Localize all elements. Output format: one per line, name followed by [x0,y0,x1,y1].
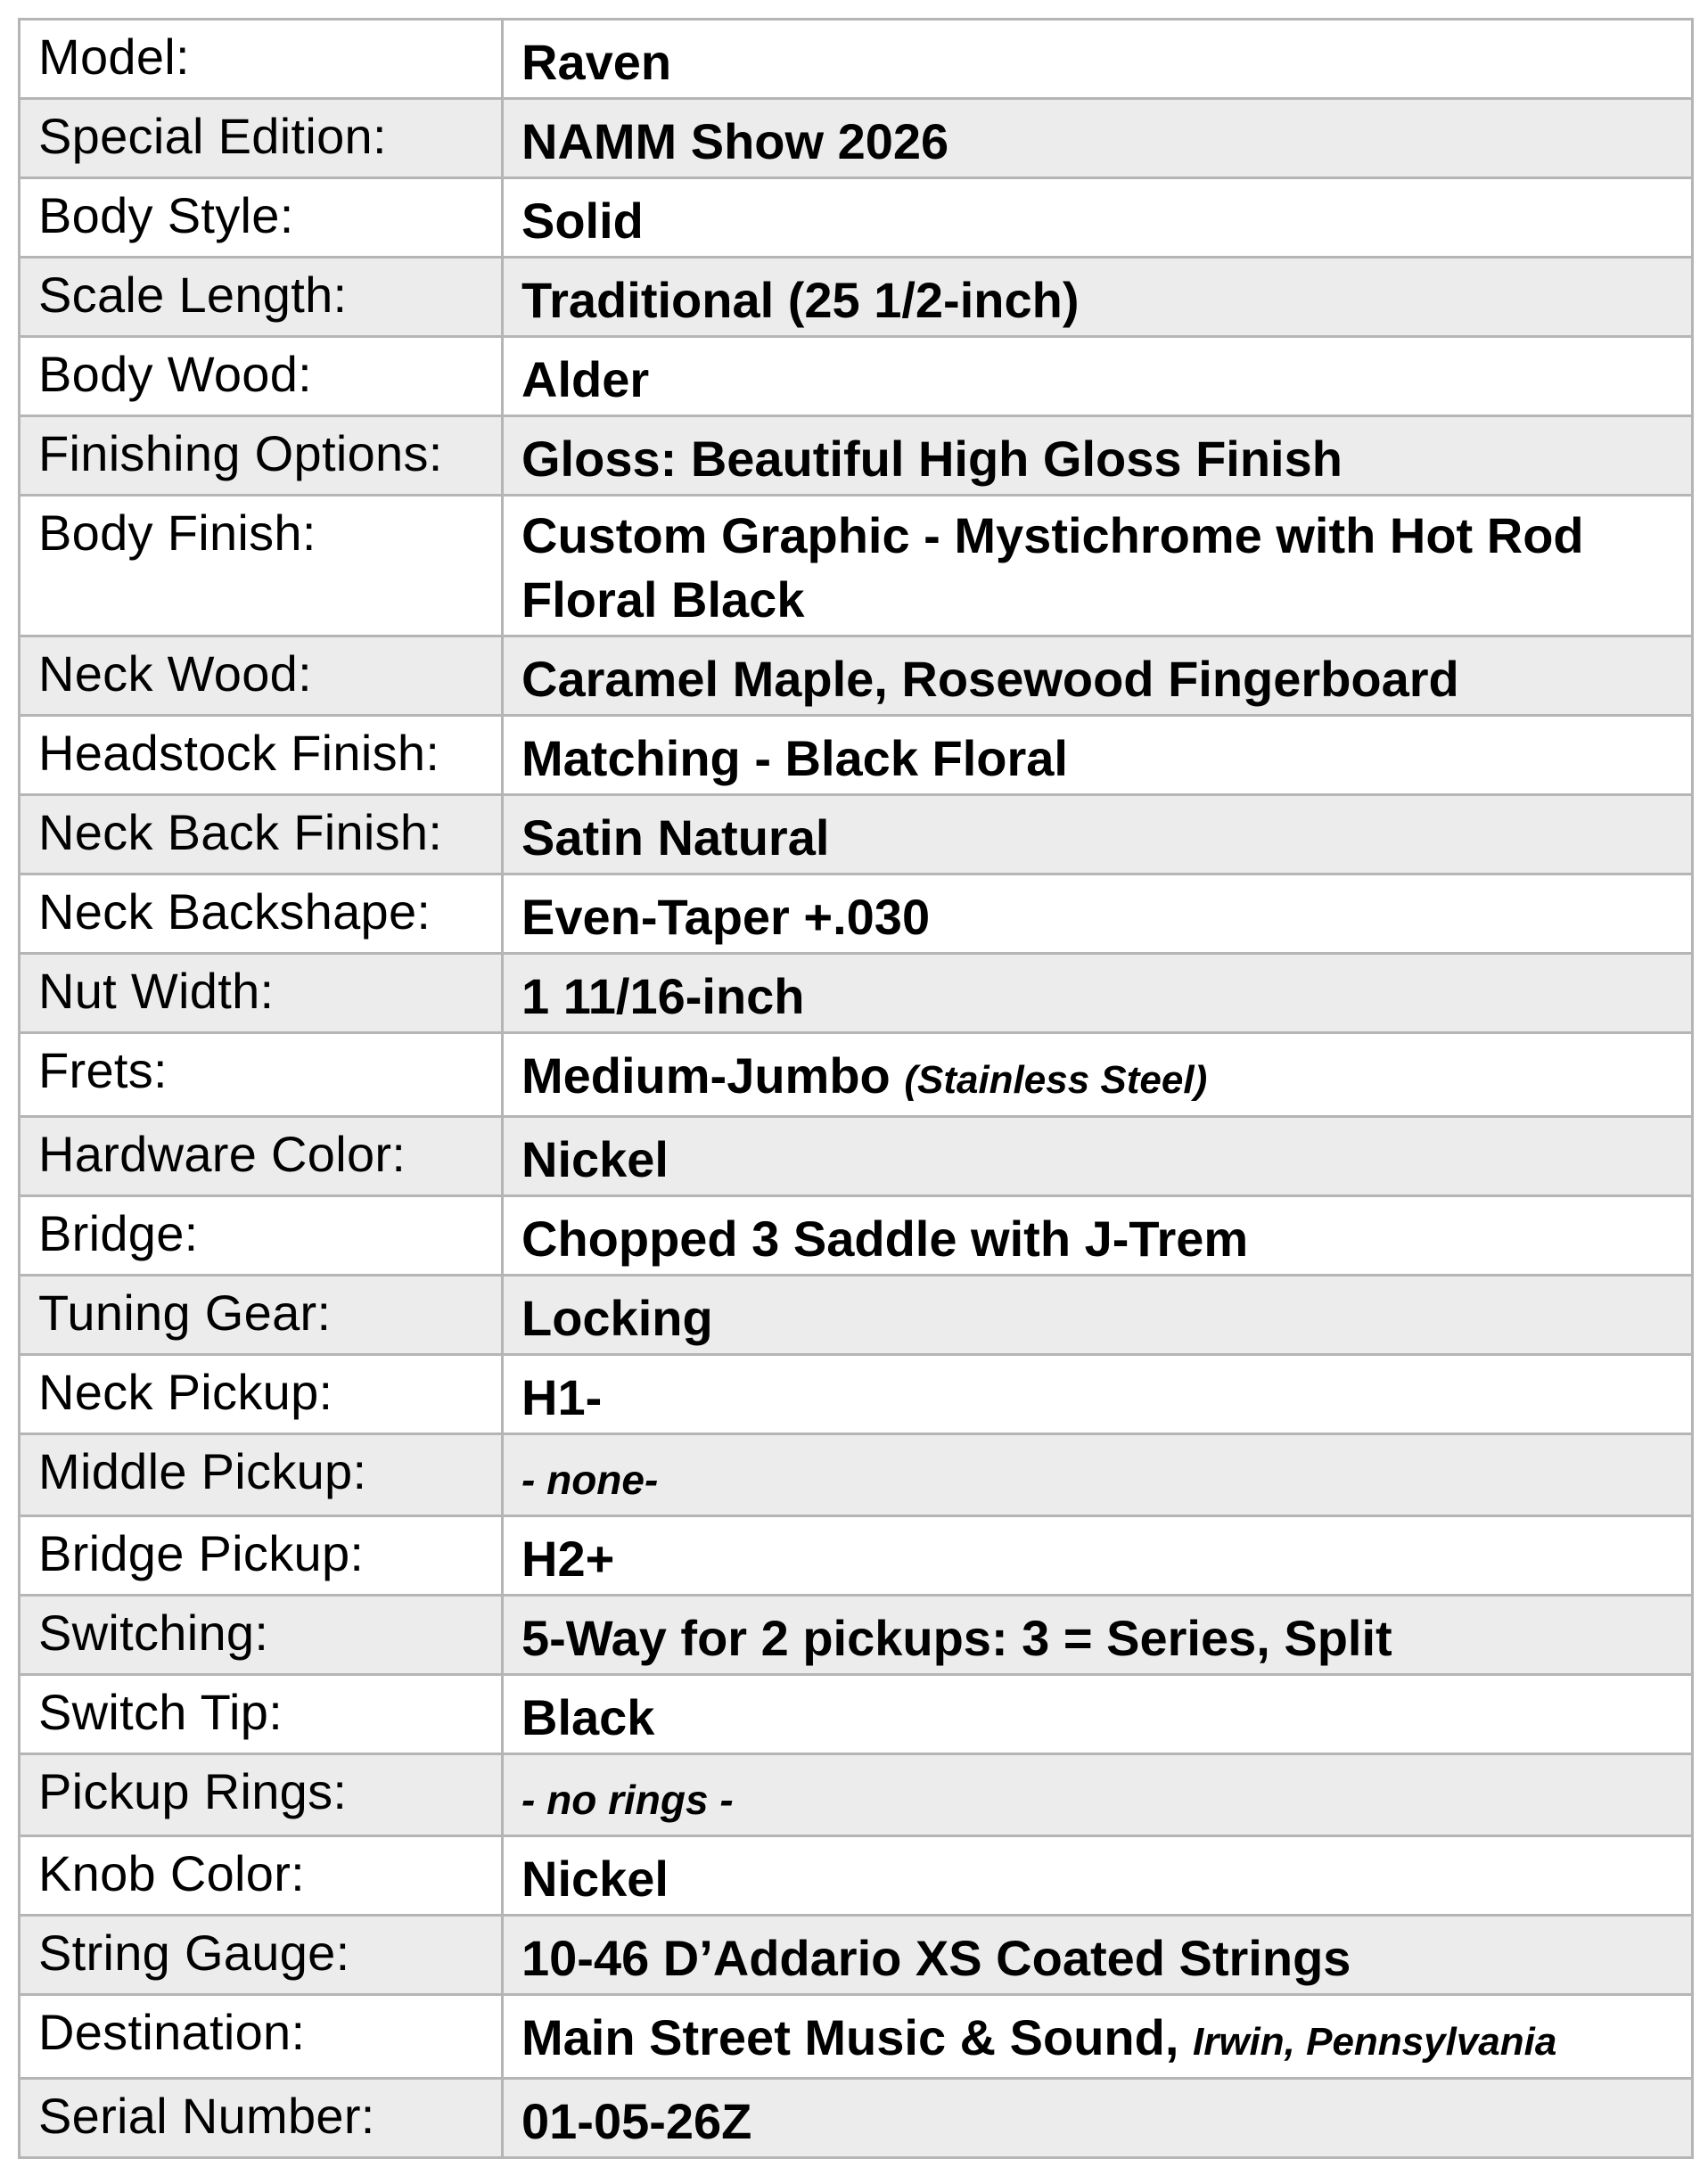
spec-label: Switch Tip: [20,1675,503,1754]
spec-label: Frets: [20,1033,503,1117]
spec-row-neck-pickup [20,1355,1693,1434]
spec-value: Black [503,1675,1693,1754]
spec-label: Middle Pickup: [20,1434,503,1516]
spec-row-neck-back-finish [20,795,1693,874]
spec-value [503,1754,1693,1836]
spec-label: Bridge Pickup: [20,1516,503,1596]
spec-row-special-edition [20,99,1693,178]
spec-label: Pickup Rings: [20,1754,503,1836]
spec-label: Scale Length: [20,258,503,337]
spec-row-body-style [20,178,1693,258]
spec-row-frets [20,1033,1693,1117]
spec-row-neck-backshape [20,874,1693,954]
spec-value-main: Medium-Jumbo [521,1047,891,1104]
spec-row-knob-color [20,1836,1693,1916]
spec-value-note: - none- [521,1457,659,1503]
spec-row-switch-tip [20,1675,1693,1754]
spec-value: Even-Taper +.030 [503,874,1693,954]
spec-value: Nickel [503,1836,1693,1916]
spec-value-note: Irwin, Pennsylvania [1192,2020,1557,2064]
spec-label: Destination: [20,1995,503,2079]
spec-value: H2+ [503,1516,1693,1596]
spec-value: Nickel [503,1117,1693,1196]
spec-label: Model: [20,20,503,99]
spec-value: H1- [503,1355,1693,1434]
spec-value: Locking [503,1276,1693,1355]
spec-value: 10-46 D’Addario XS Coated Strings [503,1916,1693,1995]
spec-value [503,1434,1693,1516]
spec-label: Nut Width: [20,954,503,1033]
spec-value: Caramel Maple, Rosewood Fingerboard [503,636,1693,716]
spec-value: Matching - Black Floral [503,716,1693,795]
spec-label: Body Finish: [20,496,503,636]
spec-label: Body Wood: [20,337,503,416]
spec-value: Gloss: Beautiful High Gloss Finish [503,416,1693,496]
spec-row-tuning-gear [20,1276,1693,1355]
spec-row-body-wood [20,337,1693,416]
spec-value-main: Main Street Music & Sound, [521,2009,1179,2065]
spec-value-note: - no rings - [521,1777,734,1823]
spec-table [18,18,1694,2159]
spec-value: 1 11/16-inch [503,954,1693,1033]
spec-value: 5-Way for 2 pickups: 3 = Series, Split [503,1596,1693,1675]
spec-value [503,1033,1693,1117]
spec-row-neck-wood [20,636,1693,716]
spec-row-string-gauge [20,1916,1693,1995]
spec-value: Custom Graphic - Mystichrome with Hot Rod Floral Black [503,496,1693,636]
spec-label: Switching: [20,1596,503,1675]
spec-label: Neck Backshape: [20,874,503,954]
spec-row-destination [20,1995,1693,2079]
spec-value: Satin Natural [503,795,1693,874]
spec-label: Hardware Color: [20,1117,503,1196]
spec-label: Serial Number: [20,2079,503,2158]
spec-row-pickup-rings [20,1754,1693,1836]
spec-value: NAMM Show 2026 [503,99,1693,178]
spec-row-switching [20,1596,1693,1675]
spec-row-hardware-color [20,1117,1693,1196]
spec-row-bridge-pickup [20,1516,1693,1596]
spec-row-body-finish [20,496,1693,636]
spec-label: Neck Pickup: [20,1355,503,1434]
spec-row-bridge [20,1196,1693,1276]
spec-label: Tuning Gear: [20,1276,503,1355]
spec-row-nut-width [20,954,1693,1033]
spec-label: Neck Back Finish: [20,795,503,874]
spec-value: 01-05-26Z [503,2079,1693,2158]
spec-value: Chopped 3 Saddle with J-Trem [503,1196,1693,1276]
spec-row-headstock-finish [20,716,1693,795]
spec-row-serial-number [20,2079,1693,2158]
spec-label: Headstock Finish: [20,716,503,795]
spec-label: Bridge: [20,1196,503,1276]
spec-row-finishing-options [20,416,1693,496]
spec-row-middle-pickup [20,1434,1693,1516]
spec-value: Alder [503,337,1693,416]
spec-label: Body Style: [20,178,503,258]
spec-row-model [20,20,1693,99]
spec-value: Traditional (25 1/2-inch) [503,258,1693,337]
spec-value: Raven [503,20,1693,99]
spec-label: Neck Wood: [20,636,503,716]
spec-value [503,1995,1693,2079]
spec-label: Finishing Options: [20,416,503,496]
spec-value: Solid [503,178,1693,258]
spec-label: String Gauge: [20,1916,503,1995]
spec-label: Special Edition: [20,99,503,178]
spec-label: Knob Color: [20,1836,503,1916]
spec-row-scale-length [20,258,1693,337]
spec-value-note: (Stainless Steel) [904,1058,1208,1102]
